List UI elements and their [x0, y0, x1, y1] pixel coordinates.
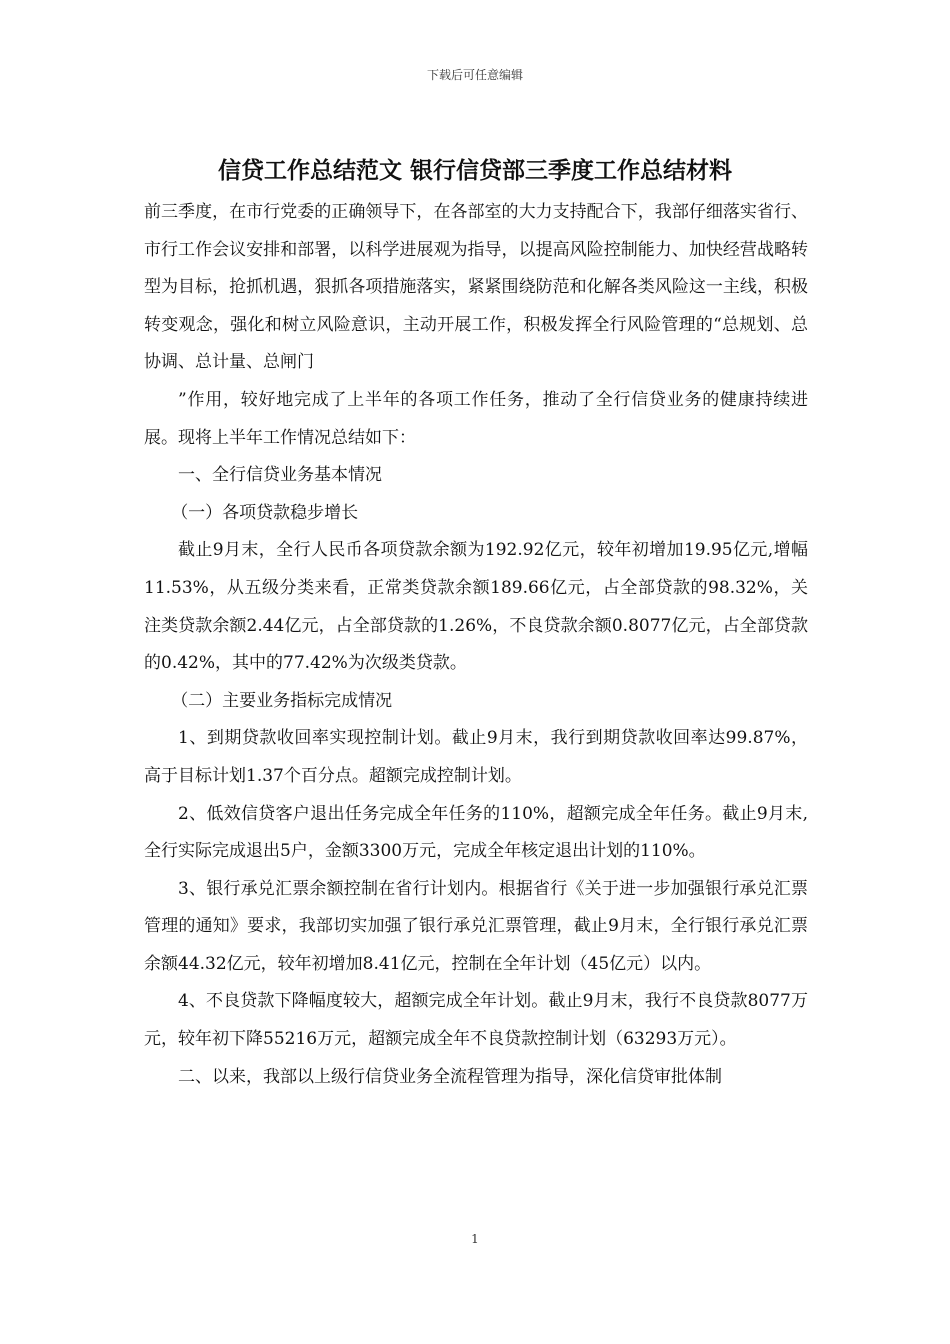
header-note: 下载后可任意编辑	[426, 68, 523, 82]
section-heading-2: 二、以来，我部以上级行信贷业务全流程管理为指导，深化信贷审批体制	[178, 1066, 722, 1087]
subsection-heading-1: （一）各项贷款稳步增长	[171, 502, 359, 523]
paragraph-item-2: 2、低效信贷客户退出任务完成全年任务的110%，超额完成全年任务。截止9月末,全行实际完成退出5户，金额3300万元，完成全年核定退出计划的110%。	[144, 803, 808, 862]
page-title: 信贷工作总结范文 银行信贷部三季度工作总结材料	[217, 158, 732, 184]
paragraph-item-1: 1、到期贷款收回率实现控制计划。截止9月末，我行到期贷款收回率达99.87%，高于目标计划1.37个百分点。超额完成控制计划。	[144, 728, 808, 786]
paragraph-item-3: 3、银行承兑汇票余额控制在省行计划内。根据省行《关于进一步加强银行承兑汇票管理的通知》要求，我部切实加强了银行承兑汇票管理，截止9月末，全行银行承兑汇票余额44.32亿元，较年初增加8.41亿元，控制在全年计划（45亿元）以内。	[144, 878, 808, 974]
section-heading-1: 一、全行信贷业务基本情况	[178, 465, 382, 486]
paragraph-intro-continued: ”作用，较好地完成了上半年的各项工作任务，推动了全行信贷业务的健康持续进展。现将上半年工作情况总结如下：	[144, 389, 808, 448]
document-body	[144, 194, 808, 1096]
page-number: 1	[471, 1232, 479, 1246]
paragraph-item-4: 4、不良贷款下降幅度较大，超额完成全年计划。截止9月末，我行不良贷款8077万元，较年初下降55216万元，超额完成全年不良贷款控制计划（63293万元）。	[144, 991, 808, 1050]
subsection-heading-2: （二）主要业务指标完成情况	[171, 690, 393, 711]
paragraph-loans: 截止9月末，全行人民币各项贷款余额为192.92亿元，较年初增加19.95亿元,增幅11.53%，从五级分类来看，正常类贷款余额189.66亿元，占全部贷款的98.32%，关注类贷款余额2.44亿元，占全部贷款的1.26%，不良贷款余额0.8077亿元，占全部贷款的0.42%，其中的77.42%为次级类贷款。	[144, 540, 808, 674]
paragraph-intro: 前三季度，在市行党委的正确领导下，在各部室的大力支持配合下，我部仔细落实省行、市行工作会议安排和部署，以科学进展观为指导，以提高风险控制能力、加快经营战略转型为目标，抢抓机遇，狠抓各项措施落实，紧紧围绕防范和化解各类风险这一主线，积极转变观念，强化和树立风险意识，主动开展工作，积极发挥全行风险管理的“总规划、总协调、总计量、总闸门	[144, 202, 808, 373]
